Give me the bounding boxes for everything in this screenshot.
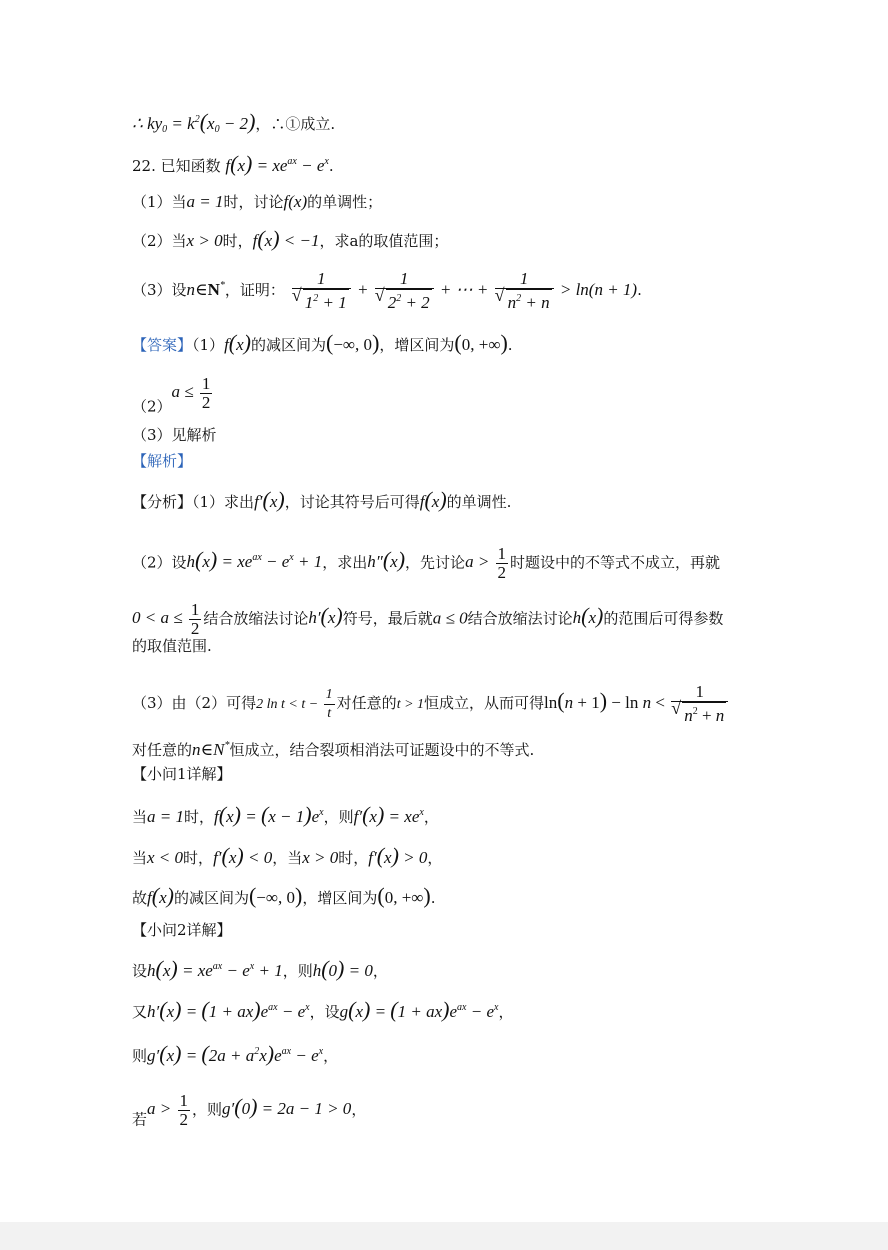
text: 的范围后可得参数: [603, 609, 724, 628]
text: ，则: [282, 962, 313, 980]
subquestion-2-tag: 【小问2详解】: [132, 921, 232, 939]
text: ，则: [192, 1100, 223, 1119]
text: ，∴①成立.: [255, 115, 336, 133]
math-expression: g′(0) = 2a − 1 > 0: [222, 1094, 352, 1120]
text: 的减区间为: [173, 889, 249, 907]
analysis-line-2: [132, 545, 720, 582]
text: ，: [427, 849, 443, 867]
math-expression: f(x): [283, 192, 308, 211]
math-expression: x > 0: [186, 231, 223, 250]
problem-prefix: 22. 已知函数: [132, 157, 221, 175]
math-expression: h′(x): [308, 603, 343, 629]
text: 又: [132, 1003, 148, 1021]
answer-line-3: （3）见解析: [132, 426, 217, 444]
math-expression: h″(x): [367, 547, 406, 573]
math-expression: a ≤ 0: [432, 608, 468, 628]
function-definition: $f(x) = xe^{ax} - e^x$: [225, 151, 329, 176]
subquestion-1-line-2: [132, 843, 443, 868]
math-expression: $f(x) = (x - 1)e^x$: [214, 802, 324, 827]
math-expression: 0 < a ≤ $\frac{1}{2}$: [132, 600, 200, 638]
math-expression: f(x): [147, 883, 174, 908]
math-expression: ∴ $ky_0 = k^2(x_0 - 2)$: [132, 109, 256, 135]
problem-part-2: [132, 226, 449, 251]
text: 恒成立，结合裂项相消法可证题设中的不等式.: [229, 741, 535, 759]
problem-22-statement: [132, 152, 334, 176]
text: ，设: [309, 1003, 340, 1021]
math-expression: f′(x) < 0: [213, 843, 273, 868]
subquestion-1-tag: 【小问1详解】: [132, 765, 232, 783]
math-expression: f′(x) > 0: [368, 843, 428, 868]
period: .: [507, 336, 513, 354]
text: ，增区间为: [379, 336, 455, 354]
text: ，: [323, 1047, 339, 1065]
math-expression: $g'(x) = (2a + a^2x)e^{ax} - e^x$: [147, 1041, 324, 1066]
analysis-line-6: [132, 736, 534, 760]
text: 当: [132, 808, 148, 826]
text: （1）: [192, 336, 225, 354]
math-expression: t > 1: [396, 696, 425, 712]
text: ，: [351, 1100, 367, 1119]
math-expression: a > $\frac{1}{2}$: [465, 544, 507, 582]
text: 的单调性.: [446, 493, 512, 511]
subquestion-2-line-2: [132, 998, 513, 1022]
inequality-to-prove: 1 √ $1^2 + 1$ + 1 √ $2^2 + 2$ + ⋯ + 1 √ $n^2 + n$ > ln(n + 1): [290, 270, 637, 312]
text: 时，: [184, 808, 215, 826]
math-expression: 2 ln t < t − $\frac{1}{t}$: [256, 687, 333, 722]
text: ，求出: [322, 553, 368, 572]
answer-tag: 【答案】: [132, 336, 193, 354]
page-bottom-bar: [0, 1222, 888, 1250]
analysis-line-4: 的取值范围.: [132, 637, 212, 655]
math-expression: f(x): [419, 487, 447, 512]
math-expression: $f'(x) = xe^x$: [353, 802, 424, 827]
analysis-line-1: [132, 487, 512, 512]
period: .: [328, 157, 334, 175]
text: （1）求出: [192, 493, 255, 511]
text: 的单调性；: [307, 193, 383, 211]
text: 则: [132, 1047, 148, 1065]
text: ，: [372, 962, 388, 980]
text: （3）设: [132, 281, 187, 299]
text: .: [430, 889, 436, 907]
math-expression: n∈N*: [186, 280, 225, 299]
math-expression: a = 1: [147, 807, 184, 826]
math-expression: f(x) < −1: [252, 226, 320, 251]
text: （2）: [132, 397, 172, 416]
math-expression: a = 1: [186, 192, 224, 211]
math-expression: (−∞, 0): [326, 330, 380, 355]
text: ，当: [272, 849, 303, 867]
analysis-line-5: [132, 683, 730, 725]
math-expression: h(0) = 0: [312, 956, 373, 981]
text: 若: [132, 1110, 148, 1129]
text: 恒成立，从而可得: [424, 693, 545, 712]
subquestion-2-line-1: [132, 957, 388, 981]
text: 结合放缩法讨论: [467, 609, 573, 628]
math-expression: $h(x) = xe^{ax} - e^x + 1$: [147, 956, 283, 981]
text: ，: [423, 808, 439, 826]
subquestion-2-line-4: [132, 1092, 366, 1129]
math-expression: f′(x): [254, 487, 285, 512]
math-expression: (0, +∞): [377, 883, 431, 908]
text: 时，讨论: [223, 193, 284, 211]
math-expression: n∈N*: [192, 740, 230, 759]
math-expression: x > 0: [302, 848, 339, 867]
text: ，增区间为: [302, 889, 378, 907]
analysis-tag: 【解析】: [132, 452, 193, 470]
text: ，讨论其符号后可得: [284, 493, 420, 511]
text: 时，: [183, 849, 214, 867]
subquestion-1-line-1: [132, 803, 439, 827]
text: 故: [132, 889, 148, 907]
text: 的减区间为: [251, 336, 327, 354]
problem-part-1: [132, 192, 382, 212]
text: 对任意的: [132, 741, 193, 759]
text: 时，: [338, 849, 369, 867]
subquestion-1-line-3: [132, 883, 436, 908]
math-expression: (0, +∞): [454, 330, 508, 355]
math-expression: f(x): [224, 330, 251, 355]
text: 符号，最后就: [342, 609, 433, 628]
text: ，求a的取值范围；: [319, 232, 449, 250]
problem-part-3: [132, 270, 642, 312]
math-expression: h(x): [572, 603, 604, 629]
text: ，证明：: [224, 281, 285, 299]
text: 时题设中的不等式不成立，再就: [510, 553, 721, 572]
answer-line-1: [132, 330, 513, 355]
math-expression: a ≤ $\frac{1}{2}$: [171, 374, 211, 412]
math-expression: ln(n + 1) − ln n < 1 √ $n^2 + n$: [544, 693, 730, 712]
math-expression: (−∞, 0): [248, 883, 303, 908]
math-expression: x < 0: [147, 848, 184, 867]
text: ，则: [323, 808, 354, 826]
math-expression: $g(x) = (1 + ax)e^{ax} - e^x$: [339, 997, 499, 1022]
text: （3）由（2）可得: [132, 693, 257, 712]
answer-line-2: [132, 375, 214, 416]
text: 【分析】: [132, 493, 193, 511]
line-conclusion: [132, 110, 335, 140]
analysis-line-3: [132, 601, 723, 638]
math-expression: $h'(x) = (1 + ax)e^{ax} - e^x$: [147, 997, 310, 1022]
math-expression: a > $\frac{1}{2}$: [147, 1091, 188, 1129]
subquestion-2-line-3: [132, 1042, 338, 1066]
text: 对任意的: [336, 693, 397, 712]
text: 设: [132, 962, 148, 980]
text: 时，: [222, 232, 253, 250]
text: ，: [498, 1003, 514, 1021]
text: 结合放缩法讨论: [203, 609, 309, 628]
math-expression: $h(x) = xe^{ax} - e^x + 1$: [186, 547, 323, 573]
period: .: [637, 281, 642, 299]
text: （1）当: [132, 193, 187, 211]
text: （2）当: [132, 232, 187, 250]
text: ，先讨论: [405, 553, 466, 572]
text: （2）设: [132, 553, 187, 572]
text: 当: [132, 849, 148, 867]
